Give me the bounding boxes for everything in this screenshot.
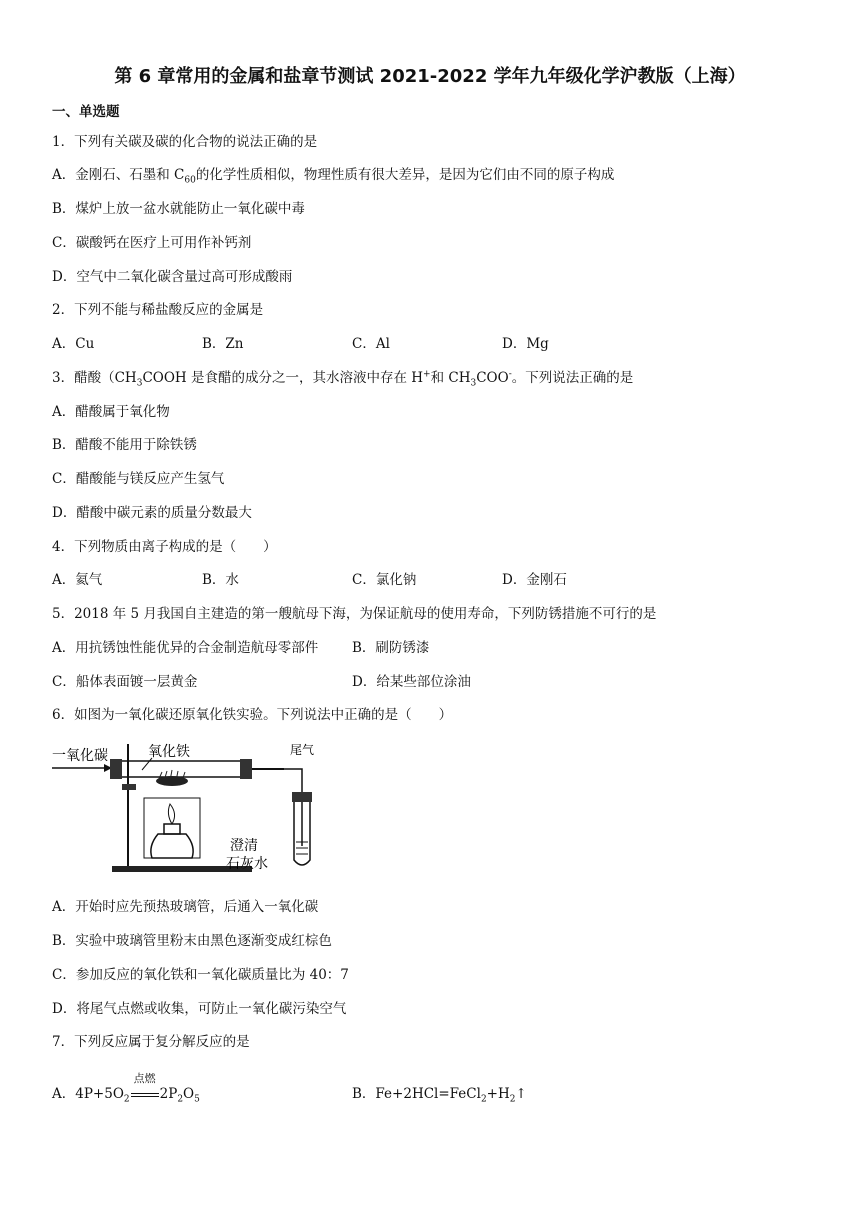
label-limewater-2: 石灰水	[226, 856, 268, 872]
equation-text: +H	[486, 1086, 510, 1102]
iron-oxide-powder	[156, 770, 188, 786]
question-5-option-a: A．用抗锈蚀性能优异的合金制造航母零部件	[52, 640, 319, 656]
question-6-option-c: C．参加反应的氧化铁和一氧化碳质量比为 40：7	[52, 967, 349, 983]
question-4-option-c: C．氯化钠	[352, 572, 417, 588]
question-1-option-c: C．碳酸钙在医疗上可用作补钙剂	[52, 235, 252, 251]
question-1-option-d: D．空气中二氧化碳含量过高可形成酸雨	[52, 269, 293, 285]
stem-text: COO	[476, 370, 509, 386]
stem-text: 3．醋酸（CH	[52, 370, 137, 386]
question-3-option-b: B．醋酸不能用于除铁锈	[52, 437, 197, 453]
label-co: 一氧化碳	[52, 748, 108, 764]
question-3-option-c: C．醋酸能与镁反应产生氢气	[52, 471, 225, 487]
equation-text: O	[183, 1086, 195, 1102]
equation-text: ↑	[515, 1086, 527, 1102]
label-iron-oxide: 氧化铁	[148, 744, 190, 760]
stem-text: COOH 是食醋的成分之一，其水溶液中存在 H	[142, 370, 424, 386]
subscript: 3	[470, 378, 477, 389]
subscript: 5	[194, 1094, 200, 1105]
label-tail-gas: 尾气	[290, 743, 315, 757]
question-4-option-b: B．水	[202, 572, 239, 588]
co-inlet-arrow	[52, 764, 112, 772]
experiment-diagram	[52, 734, 352, 874]
section-heading: 一、单选题	[52, 104, 120, 120]
question-6-option-d: D．将尾气点燃或收集，可防止一氧化碳污染空气	[52, 1001, 347, 1017]
option-text: A．金刚石、石墨和 C	[52, 167, 185, 183]
question-3-option-d: D．醋酸中碳元素的质量分数最大	[52, 505, 252, 521]
question-7-option-a	[52, 1072, 200, 1105]
equation-text: 2P	[159, 1086, 178, 1102]
subscript: 2	[177, 1094, 184, 1105]
alcohol-lamp	[144, 798, 200, 858]
question-3-stem	[52, 366, 633, 389]
subscript: 3	[136, 378, 143, 389]
question-7-option-b	[352, 1082, 527, 1105]
equation-text: B．Fe+2HCl=FeCl	[352, 1086, 481, 1102]
question-4-option-d: D．金刚石	[502, 572, 567, 588]
question-4-stem: 4．下列物质由离子构成的是（ ）	[52, 539, 277, 555]
question-6-stem: 6．如图为一氧化碳还原氧化铁实验。下列说法中正确的是（ ）	[52, 707, 453, 723]
label-limewater-1: 澄清	[230, 838, 258, 854]
question-1-stem: 1．下列有关碳及碳的化合物的说法正确的是	[52, 134, 318, 150]
glass-tube	[110, 759, 302, 846]
question-1-option-a	[52, 163, 614, 186]
question-5-option-b: B．刷防锈漆	[352, 640, 430, 656]
question-2-stem: 2．下列不能与稀盐酸反应的金属是	[52, 302, 264, 318]
question-6-option-b: B．实验中玻璃管里粉末由黑色逐渐变成红棕色	[52, 933, 332, 949]
equals-sign	[131, 1093, 159, 1097]
option-text: 的化学性质相似，物理性质有很大差异，是因为它们由不同的原子构成	[195, 167, 615, 183]
page-title: 第 6 章常用的金属和盐章节测试 2021-2022 学年九年级化学沪教版（上海）	[114, 66, 746, 87]
equation-text: A．4P+5O	[52, 1086, 124, 1102]
superscript: -	[508, 369, 512, 380]
question-5-stem: 5．2018 年 5 月我国自主建造的第一艘航母下海，为保证航母的使用寿命，下列防锈措施不可行的是	[52, 606, 657, 622]
question-2-option-b: B．Zn	[202, 336, 244, 352]
label-pointer	[142, 758, 152, 770]
condition-text: 点燃	[133, 1072, 156, 1085]
stem-text: 。下列说法正确的是	[511, 370, 634, 386]
question-2-option-c: C．Al	[352, 336, 390, 352]
question-3-option-a: A．醋酸属于氧化物	[52, 404, 170, 420]
stem-text: 和 CH	[430, 370, 471, 386]
question-5-option-c: C．船体表面镀一层黄金	[52, 674, 198, 690]
question-4-option-a: A．氦气	[52, 572, 103, 588]
question-2-option-d: D．Mg	[502, 336, 549, 352]
subscript: 2	[509, 1094, 516, 1105]
reaction-condition	[130, 1072, 160, 1102]
question-1-option-b: B．煤炉上放一盆水就能防止一氧化碳中毒	[52, 201, 305, 217]
superscript: +	[423, 369, 431, 380]
subscript: 2	[123, 1094, 130, 1105]
question-5-option-d: D．给某些部位涂油	[352, 674, 471, 690]
question-7-stem: 7．下列反应属于复分解反应的是	[52, 1034, 250, 1050]
question-6-option-a: A．开始时应先预热玻璃管，后通入一氧化碳	[52, 899, 319, 915]
question-2-option-a: A．Cu	[52, 336, 95, 352]
subscript: 2	[480, 1094, 487, 1105]
subscript: 60	[184, 175, 196, 186]
